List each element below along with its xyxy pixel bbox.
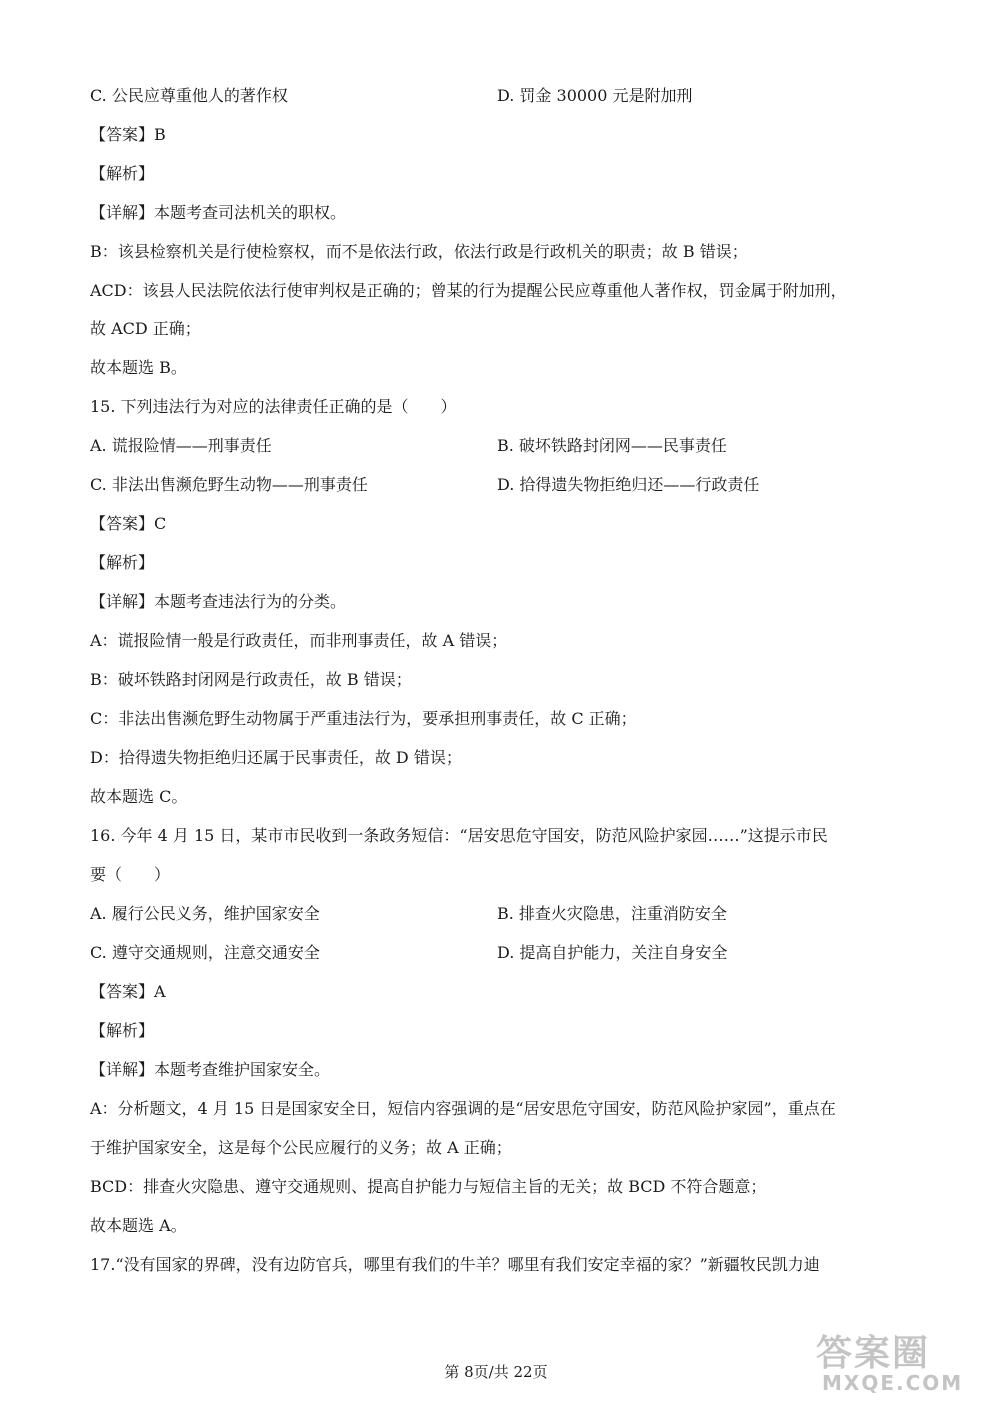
q16-conclusion: 故本题选 A。 [90,1216,187,1235]
page-number: 第 8页/共 22页 [444,1363,548,1381]
q16-stem: 16. 今年 4 月 15 日，某市市民收到一条政务短信：“居安思危守国安，防范风险护家园……”这提示市民 [90,826,828,845]
q15-stem: 15. 下列违法行为对应的法律责任正确的是（ ） [90,397,457,416]
watermark-sub-text: MXQE.COM [822,1371,964,1395]
q15-explain-d: D：拾得遗失物拒绝归还属于民事责任，故 D 错误； [90,748,462,767]
q16-analysis-tag: 【解析】 [90,1021,155,1040]
q16-explain-bcd: BCD：排查火灾隐患、遵守交通规则、提高自护能力与短信主旨的无关；故 BCD 不符合题意； [90,1177,767,1196]
q15-answer: 【答案】C [90,514,167,533]
q15-option-b: B. 破坏铁路封闭网——民事责任 [497,436,727,455]
q16-detail: 【详解】本题考查维护国家安全。 [90,1060,331,1079]
q16-answer: 【答案】A [90,982,166,1001]
q14-detail: 【详解】本题考查司法机关的职权。 [90,203,347,222]
q15-detail: 【详解】本题考查违法行为的分类。 [90,592,347,611]
q16-option-c: C. 遵守交通规则，注意交通安全 [90,943,320,962]
q15-explain-a: A：谎报险情一般是行政责任，而非刑事责任，故 A 错误； [90,631,508,650]
q14-explain-b: B：该县检察机关是行使检察权，而不是依法行政，依法行政是行政机关的职责；故 B 错误； [90,242,748,261]
watermark-main-text: 答案圈 [816,1333,931,1374]
q15-analysis-tag: 【解析】 [90,553,155,572]
q15-option-a: A. 谎报险情——刑事责任 [90,436,272,455]
q14-explain-acd-cont: 故 ACD 正确； [90,319,201,338]
q15-explain-b: B：破坏铁路封闭网是行政责任，故 B 错误； [90,670,412,689]
q14-analysis-tag: 【解析】 [90,164,155,183]
q15-option-d: D. 拾得遗失物拒绝归还——行政责任 [497,475,760,494]
q14-conclusion: 故本题选 B。 [90,358,187,377]
watermark-logo [808,1334,968,1396]
q16-option-a: A. 履行公民义务，维护国家安全 [90,904,320,923]
q14-option-c: C. 公民应尊重他人的著作权 [90,86,288,105]
q15-option-c: C. 非法出售濒危野生动物——刑事责任 [90,475,368,494]
q17-stem: 17.“没有国家的界碑，没有边防官兵，哪里有我们的牛羊？哪里有我们安定幸福的家？”新疆牧民凯力迪 [90,1255,820,1274]
q16-explain-a-cont: 于维护国家安全，这是每个公民应履行的义务；故 A 正确； [90,1138,512,1157]
q15-conclusion: 故本题选 C。 [90,787,188,806]
q16-option-d: D. 提高自护能力，关注自身安全 [497,943,728,962]
q16-stem-cont: 要（ ） [90,865,171,884]
q14-option-d: D. 罚金 30000 元是附加刑 [497,86,693,105]
q14-explain-acd: ACD：该县人民法院依法行使审判权是正确的；曾某的行为提醒公民应尊重他人著作权，罚金属于附加刑， [90,281,847,300]
q15-explain-c: C：非法出售濒危野生动物属于严重违法行为，要承担刑事责任，故 C 正确； [90,709,637,728]
q16-option-b: B. 排查火灾隐患，注重消防安全 [497,904,727,923]
q16-explain-a: A：分析题文，4 月 15 日是国家安全日，短信内容强调的是“居安思危守国安，防范风险护家园”，重点在 [90,1099,836,1118]
q14-answer: 【答案】B [90,125,166,144]
